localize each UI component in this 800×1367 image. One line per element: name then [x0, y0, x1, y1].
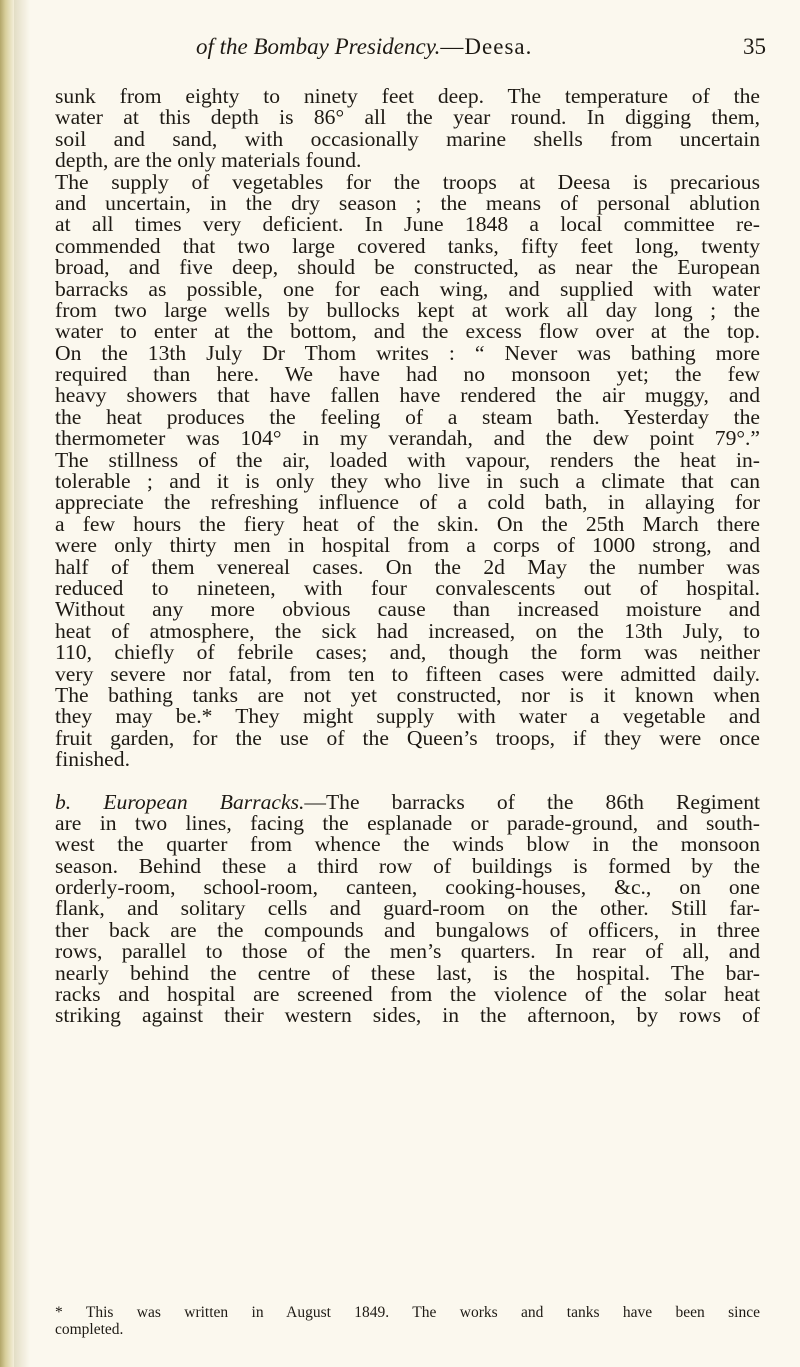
- footnote: [55, 1304, 760, 1338]
- text-line: The stillness of the air, loaded with vapour, renders the heat in-: [55, 447, 760, 472]
- text-line: rows, parallel to those of the men’s quarters. In rear of all, and: [55, 939, 760, 964]
- text-line: broad, and five deep, should be constructed, as near the European: [55, 255, 760, 280]
- text-line: heavy showers that have fallen have rendered the air muggy, and: [55, 383, 760, 408]
- text-line: fruit garden, for the use of the Queen’s troops, if they were once: [55, 725, 760, 750]
- paragraph-label: b.: [55, 789, 72, 814]
- footnote-line: * This was written in August 1849. The works and tanks have been since: [55, 1304, 760, 1321]
- text-line: The supply of vegetables for the troops at Deesa is precarious: [55, 169, 760, 194]
- text-line: west the quarter from whence the winds blow in the monsoon: [55, 832, 760, 857]
- text-line: a few hours the fiery heat of the skin. On the 25th March there: [55, 511, 760, 536]
- text-line: striking against their western sides, in the afternoon, by rows of: [55, 1003, 760, 1028]
- text-line: very severe nor fatal, from ten to fifteen cases were admitted daily.: [55, 661, 760, 686]
- paragraph-european-barracks: [55, 789, 760, 1028]
- text-line: nearly behind the centre of these last, is the hospital. The bar-: [55, 960, 760, 985]
- text-line: heat of atmosphere, the sick had increased, on the 13th July, to: [55, 618, 760, 643]
- text-line: ther back are the compounds and bungalows of officers, in three: [55, 917, 760, 942]
- paragraph-deesa-wells-and-tanks: [55, 86, 760, 771]
- text-line: are in two lines, facing the esplanade or parade-ground, and south-: [55, 810, 760, 835]
- text-line: appreciate the refreshing influence of a cold bath, in allaying for: [55, 490, 760, 515]
- text-line: commended that two large covered tanks, fifty feet long, twenty: [55, 233, 760, 258]
- text-line: and uncertain, in the dry season ; the means of personal ablution: [55, 190, 760, 215]
- text-line: 110, chiefly of febrile cases; and, though the form was neither: [55, 640, 760, 665]
- text-line: at all times very deficient. In June 1848 a local committee re-: [55, 212, 760, 237]
- text-line: thermometer was 104° in my verandah, and the dew point 79°.”: [55, 426, 760, 451]
- heading-line-text: —The barracks of the 86th Regiment: [304, 789, 760, 814]
- text-line: orderly-room, school-room, canteen, cooking-houses, &c., on one: [55, 875, 760, 900]
- text-line: On the 13th July Dr Thom writes : “ Never was bathing more: [55, 340, 760, 365]
- text-line: finished.: [55, 747, 130, 772]
- text-line: from two large wells by bullocks kept at work all day long ; the: [55, 297, 760, 322]
- text-line: were only thirty men in hospital from a corps of 1000 strong, and: [55, 533, 760, 558]
- page-number: 35: [743, 34, 766, 59]
- text-line: reduced to nineteen, with four convalescents out of hospital.: [55, 575, 760, 600]
- text-line: tolerable ; and it is only they who live in such a climate that can: [55, 469, 760, 494]
- text-line: they may be.* They might supply with water a vegetable and: [55, 704, 760, 729]
- paragraph-heading-line: [55, 789, 760, 814]
- running-header: [196, 34, 766, 60]
- text-line: The bathing tanks are not yet constructed, nor is it known when: [55, 682, 760, 707]
- paragraph-title: European Barracks.: [103, 789, 305, 814]
- text-line: depth, are the only materials found.: [55, 148, 362, 173]
- footnote-line: completed.: [55, 1321, 124, 1338]
- text-line: required than here. We have had no monsoon yet; the few: [55, 362, 760, 387]
- text-line: barracks as possible, one for each wing, and supplied with water: [55, 276, 760, 301]
- text-line: soil and sand, with occasionally marine shells from uncertain: [55, 126, 760, 151]
- text-line: sunk from eighty to ninety feet deep. The temperature of the: [55, 84, 760, 108]
- body-text: [55, 86, 760, 1027]
- text-line: water at this depth is 86° all the year round. In digging them,: [55, 105, 760, 130]
- paragraph-spacer: [55, 771, 760, 792]
- section-name: —Deesa.: [440, 34, 533, 59]
- running-title: of the Bombay Presidency.: [196, 34, 441, 59]
- text-line: water to enter at the bottom, and the excess flow over at the top.: [55, 319, 760, 344]
- text-line: the heat produces the feeling of a steam bath. Yesterday the: [55, 404, 760, 429]
- text-line: season. Behind these a third row of buildings is formed by the: [55, 853, 760, 878]
- text-line: racks and hospital are screened from the violence of the solar heat: [55, 982, 760, 1007]
- text-line: half of them venereal cases. On the 2d May the number was: [55, 554, 760, 579]
- text-line: flank, and solitary cells and guard-room on the other. Still far-: [55, 896, 760, 921]
- text-line: Without any more obvious cause than increased moisture and: [55, 597, 760, 622]
